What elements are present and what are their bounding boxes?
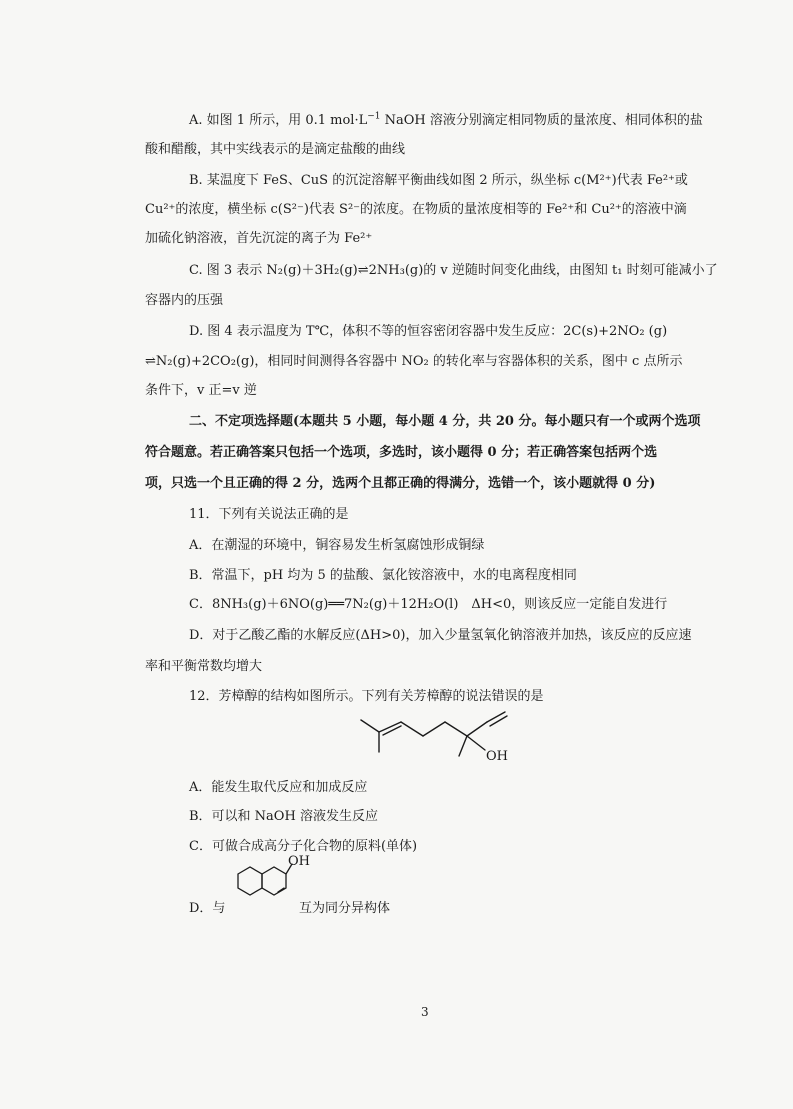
option-d-line3: 条件下，v 正=v 逆	[145, 383, 257, 398]
question-12-option-d-prefix: D．与	[189, 901, 226, 916]
question-12-option-b: B．可以和 NaOH 溶液发生反应	[189, 809, 378, 824]
option-b-line2: Cu²⁺的浓度，横坐标 c(S²⁻)代表 S²⁻的浓度。在物质的量浓度相等的 Fe²⁺和 Cu²⁺的溶液中滴	[145, 202, 687, 217]
option-a-superscript: −1	[367, 111, 381, 122]
question-11-option-d-line1: D．对于乙酸乙酯的水解反应(ΔH>0)，加入少量氢氧化钠溶液并加热，该反应的反应速	[189, 628, 692, 643]
linalool-structure-figure	[355, 708, 535, 770]
section-two-header-line2: 符合题意。若正确答案只包括一个选项，多选时，该小题得 0 分；若正确答案包括两个选	[145, 445, 658, 460]
question-12-option-c: C．可做合成高分子化合物的原料(单体)	[189, 839, 418, 854]
question-12-option-a: A．能发生取代反应和加成反应	[189, 780, 368, 795]
page-number: 3	[421, 1005, 429, 1019]
tetrahydronaphthol-figure	[228, 852, 320, 902]
option-c-line2: 容器内的压强	[145, 293, 224, 308]
question-12-option-d-suffix: 互为同分异构体	[299, 901, 391, 916]
linalool-oh-label: OH	[486, 749, 508, 764]
option-d-line2: ⇌N₂(g)+2CO₂(g)，相同时间测得各容器中 NO₂ 的转化率与容器体积的关系，图中 c 点所示	[145, 354, 683, 369]
question-11-stem: 11．下列有关说法正确的是	[189, 507, 349, 522]
question-11-option-a: A．在潮湿的环境中，铜容易发生析氢腐蚀形成铜绿	[189, 538, 485, 553]
section-two-header-line3: 项，只选一个且正确的得 2 分，选两个且都正确的得满分，选错一个，该小题就得 0 分)	[145, 476, 656, 491]
question-11-option-b: B．常温下，pH 均为 5 的盐酸、氯化铵溶液中，水的电离程度相同	[189, 568, 577, 583]
linalool-skeletal-formula	[355, 708, 535, 770]
option-b-line1: B. 某温度下 FeS、CuS 的沉淀溶解平衡曲线如图 2 所示，纵坐标 c(M²⁺)代表 Fe²⁺或	[189, 173, 688, 188]
option-a-text-cont: NaOH 溶液分别滴定相同物质的量浓度、相同体积的盐	[380, 113, 703, 128]
question-12-stem: 12．芳樟醇的结构如图所示。下列有关芳樟醇的说法错误的是	[189, 689, 544, 704]
option-d-line1: D. 图 4 表示温度为 T℃，体积不等的恒容密闭容器中发生反应：2C(s)+2NO₂ (g)	[189, 324, 668, 339]
option-c-line1: C. 图 3 表示 N₂(g)＋3H₂(g)⇌2NH₃(g)的 v 逆随时间变化曲线，由图知 t₁ 时刻可能减小了	[189, 263, 718, 278]
tetrahydronaphthol-oh-label: OH	[288, 854, 310, 869]
tetrahydronaphthol-skeletal-formula	[228, 852, 320, 902]
option-a-text: A. 如图 1 所示，用 0.1 mol·L	[189, 113, 368, 128]
option-a-line1	[189, 112, 703, 130]
question-11-option-d-line2: 率和平衡常数均增大	[145, 659, 263, 674]
option-a-line2: 酸和醋酸，其中实线表示的是滴定盐酸的曲线	[145, 142, 406, 157]
option-b-line3: 加硫化钠溶液，首先沉淀的离子为 Fe²⁺	[145, 231, 373, 246]
question-11-option-c: C．8NH₃(g)＋6NO(g)══7N₂(g)＋12H₂O(l) ΔH<0，则该反应一定能自发进行	[189, 597, 668, 612]
section-two-header-line1: 二、不定项选择题(本题共 5 小题，每小题 4 分，共 20 分。每小题只有一个或两个选项	[189, 414, 701, 429]
